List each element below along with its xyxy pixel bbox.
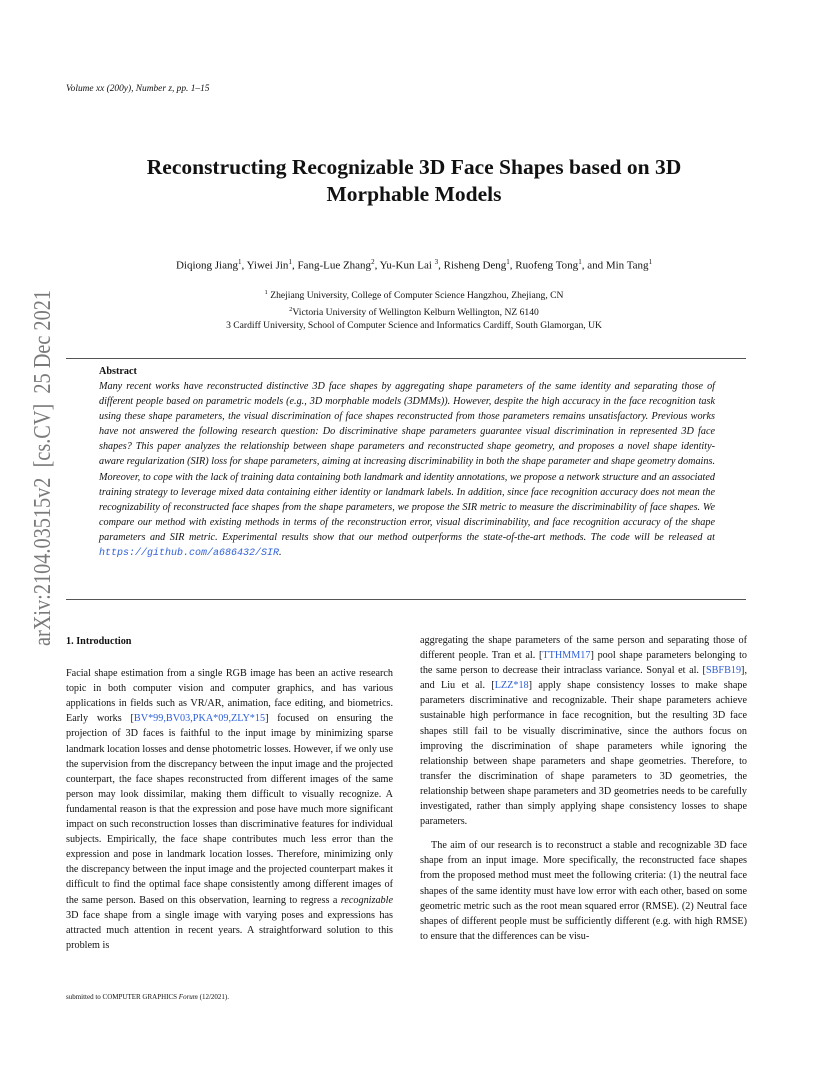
citation-sep: , (190, 713, 193, 725)
abstract-body (99, 379, 715, 561)
author-name: Risheng Deng (443, 259, 507, 272)
citation-link[interactable]: BV03 (165, 713, 191, 725)
author-sup: 3 (434, 258, 439, 266)
section-heading: 1. Introduction (66, 636, 132, 647)
abstract-bottom-rule (66, 599, 746, 600)
author-sup: 1 (506, 258, 510, 266)
author-name: Min Tang (605, 259, 649, 272)
footer-prefix: submitted to COMPUTER GRAPHICS (66, 993, 179, 1001)
journal-line: Volume xx (200y), Number z, pp. 1–15 (66, 84, 210, 94)
citation-link[interactable]: TTHMM17 (542, 650, 591, 662)
citation-link[interactable]: LZZ*18 (494, 680, 529, 692)
affiliations (60, 286, 768, 333)
code-link[interactable]: https://github.com/a686432/SIR (99, 548, 280, 560)
left-column (66, 630, 393, 953)
intro-paragraph-3: The aim of our research is to reconstruct a stable and recognizable 3D face shape from an input image. More specifically, the reconstructed face shapes from the proposed method must meet the following criteria: (1) the neutral face shapes of the same identity must have low error with each other, based on some geometric metric such as the root mean squared error (RMSE). (2) Neutral face shapes of different people must be sufficiently different (e.g. with high RMSE) to ensure that the differences can be visu- (420, 840, 747, 942)
affiliation-text: 3 Cardiff University, School of Computer Science and Informatics Cardiff, South Glamorgan, UK (226, 320, 602, 332)
author-name: Yiwei Jin (246, 259, 289, 272)
intro-paragraph-2 (420, 633, 747, 829)
abstract-end: . (279, 547, 282, 559)
title-line-2: Morphable Models (326, 182, 502, 206)
affiliation-text: Victoria University of Wellington Kelburn Wellington, NZ 6140 (292, 306, 539, 318)
text-run: ], and Liu et al. [ (420, 665, 747, 692)
affiliation-line (60, 319, 768, 333)
intro-paragraph-1 (66, 666, 393, 953)
affiliation-sup: 1 (264, 289, 268, 296)
page-footer (66, 993, 229, 1001)
affiliation-text: Zhejiang University, College of Computer Science Hangzhou, Zhejiang, CN (270, 290, 564, 302)
footer-journal: Forum (178, 993, 198, 1001)
text-run: ] focused on ensuring the projection of 3D faces is faithful to the input image by minimizing sparse landmark location losses and dense photometric losses. However, if we only use the supervision from the discrepancy between the input image and the projected counterpart, the face shapes reconstructed from different images of the same person may look dissimilar, making them difficult to visually recognize. A fundamental reason is that the expression and pose have much more significant impact on such reconstruction losses than discriminative features for individual subjects. Empirically, the face shape contributes much less error than the expression and pose in landmark location losses. Therefore, minimizing only the discrepancy between the input image and the projected counterpart makes it difficult to find the optimal face shape consistently among different images of the same person. Based on this observation, learning to regress a (66, 713, 394, 906)
affiliation-sup: 2 (289, 305, 293, 313)
affiliation-line (60, 286, 768, 303)
abstract-text: Many recent works have reconstructed distinctive 3D face shapes by aggregating shape parameters of the same identity and separating those of different people based on parametric models (e.g., 3D morphable models (3DMMs)). However, despite the high accuracy in the face recognition task using these shape parameters, the visual discrimination of face shapes reconstructed from those parameters remains unsatisfactory. Previous works have not answered the following research question: Do discriminative shape parameters guarantee visual discrimination in represented 3D face shapes? This paper analyzes the relationship between shape parameters and reconstructed shape geometry, and proposes a novel shape identity-aware regularization (SIR) loss for shape parameters, aiming at increasing discriminability in both the shape parameter and shape geometry domains. Moreover, to cope with the lack of training data containing both landmark and identity annotations, we propose a network structure and an associated training strategy to leverage mixed data containing either identity or landmark labels. In addition, since face recognition accuracy does not mean the recognizability of reconstructed face shapes from the shape parameters, we propose the SIR metric to measure the discriminability of face shapes. We compare our method with existing methods in terms of the reconstruction error, visual discriminability, and face recognition accuracy of the shape parameters and SIR metric. Experimental results show that our method outperforms the state-of-the-art methods. The code will be released at (99, 381, 715, 543)
paper-title (60, 154, 768, 208)
author-sup: 1 (648, 258, 653, 266)
text-run: ] apply shape consistency losses to make shape parameters discriminative and recognizable. Their shape parameters achieve sustainable high performance in face recognition, but the resulting 3D face shapes still fail to be visually discriminative, since the authors focus on improving the discrimination of shape parameters while ignoring the relationship between shape parameters and shape geometries. Therefore, to transfer the discrimination of shape parameters to 3D geometries, the relationship between shape parameters and 3D geometries needs to be carefully investigated, rather than simply applying shape consistency losses to shape parameters. (420, 680, 747, 828)
citation-link[interactable]: ZLY*15 (231, 713, 266, 725)
text-run: Facial shape estimation from a single RGB image has been an active research topic in both computer vision and computer graphics, and has various applications in fields such as VR/AR, animation, face editing, and biometrics. Early works [ (66, 668, 393, 725)
author-name: Yu-Kun Lai (379, 259, 432, 272)
author-name: Diqiong Jiang (175, 259, 238, 272)
text-run: aggregating the shape parameters of the same person and separating those of different people. Tran et al. [ (420, 635, 747, 662)
abstract-top-rule (66, 358, 746, 359)
citation-link[interactable]: SBFB19 (705, 665, 742, 677)
text-run: 3D face shape from a single image with varying poses and expressions has attracted much attention in recent years. A straightforward solution to this problem is (66, 909, 393, 951)
footer-suffix: (12/2021). (197, 993, 229, 1001)
arxiv-stamp (12, 288, 62, 648)
author-name: Ruofeng Tong (515, 259, 579, 272)
author-sup: 2 (371, 258, 375, 266)
abstract-heading: Abstract (99, 366, 137, 377)
author-name: Fang-Lue Zhang (297, 259, 372, 272)
citation-sep: , (163, 713, 166, 725)
author-sup: 1 (578, 258, 582, 266)
citation-link[interactable]: PKA*09 (192, 713, 229, 725)
arxiv-stamp-text: arXiv:2104.03515v2 [cs.CV] 25 Dec 2021 (29, 288, 56, 646)
author-sup: 1 (288, 258, 292, 266)
right-column (420, 633, 747, 944)
citation-link[interactable]: BV*99 (133, 713, 164, 725)
emphasis: recognizable (340, 894, 393, 906)
author-sup: 1 (237, 258, 242, 266)
title-line-1: Reconstructing Recognizable 3D Face Shapes based on 3D (146, 155, 682, 179)
text-run: ] pool shape parameters belonging to the same person to decrease their intraclass variance. Sonyal et al. [ (420, 650, 747, 677)
author-list: Diqiong Jiang$^1$, Yiwei Jin$^1$, Fang-Lue Zhang$^2$, Yu-Kun Lai $^3$, Risheng Deng$^1$, Ruofeng Tong$^1$, and Min Tang$^1$ (175, 258, 653, 272)
citation-sep: , (228, 713, 232, 725)
affiliation-line (60, 303, 768, 320)
